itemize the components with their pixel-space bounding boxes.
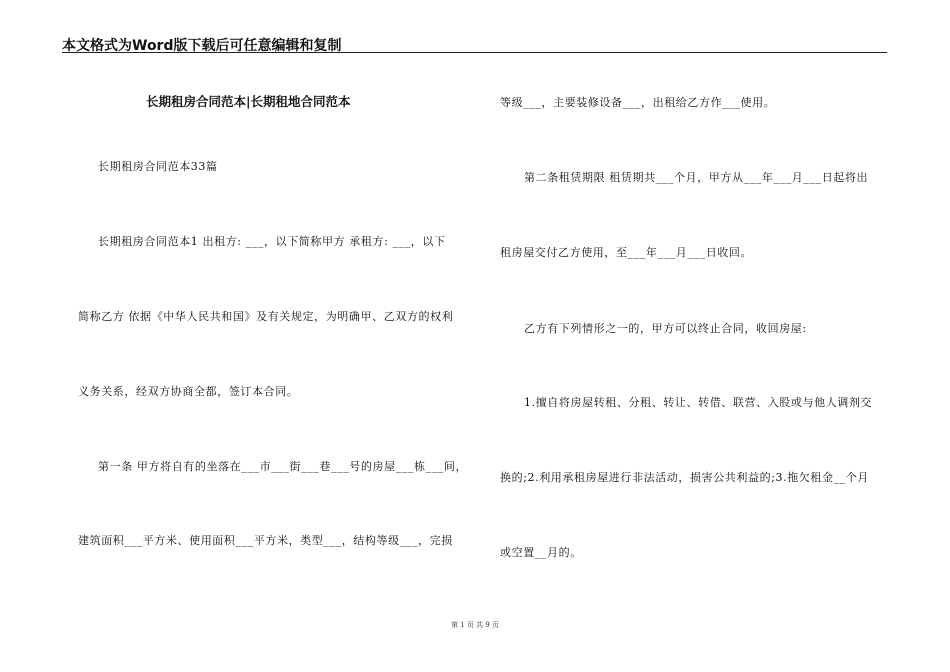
paragraph-line: 乙方有下列情形之一的，甲方可以终止合同，收回房屋: xyxy=(524,322,807,335)
paragraph-line: 义务关系，经双方协商全都，签订本合同。 xyxy=(78,385,299,398)
paragraph-line: 1.擅自将房屋转租、分租、转让、转借、联营、入股或与他人调剂交 xyxy=(524,396,873,409)
paragraph-line: 或空置__月的。 xyxy=(500,546,582,559)
header-divider xyxy=(62,52,887,53)
paragraph-line: 第一条 甲方将自有的坐落在___市___街___巷___号的房屋___栋___间， xyxy=(98,460,468,473)
paragraph-line: 租房屋交付乙方使用，至___年___月___日收回。 xyxy=(500,246,753,259)
paragraph-line: 简称乙方 依据《中华人民共和国》及有关规定，为明确甲、乙双方的权利 xyxy=(78,310,454,323)
paragraph-line: 长期租房合同范本33篇 xyxy=(98,160,218,173)
header-banner: 本文格式为Word版下载后可任意编辑和复制 xyxy=(62,38,342,54)
paragraph-line: 第二条租赁期限 租赁期共___个月，甲方从___年___月___日起将出 xyxy=(524,171,869,184)
paragraph-line: 换的;2.利用承租房屋进行非法活动，损害公共利益的;3.拖欠租金__个月 xyxy=(500,471,869,484)
paragraph-line: 长期租房合同范本1 出租方: ___，以下简称甲方 承租方: ___，以下 xyxy=(98,235,446,248)
paragraph-line: 建筑面积___平方米、使用面积___平方米，类型___，结构等级___，完损 xyxy=(78,534,453,547)
paragraph-line: 等级___，主要装修设备___，出租给乙方作___使用。 xyxy=(500,96,776,109)
document-title: 长期租房合同范本|长期租地合同范本 xyxy=(146,94,351,109)
page-indicator: 第 1 页 共 9 页 xyxy=(450,621,500,629)
